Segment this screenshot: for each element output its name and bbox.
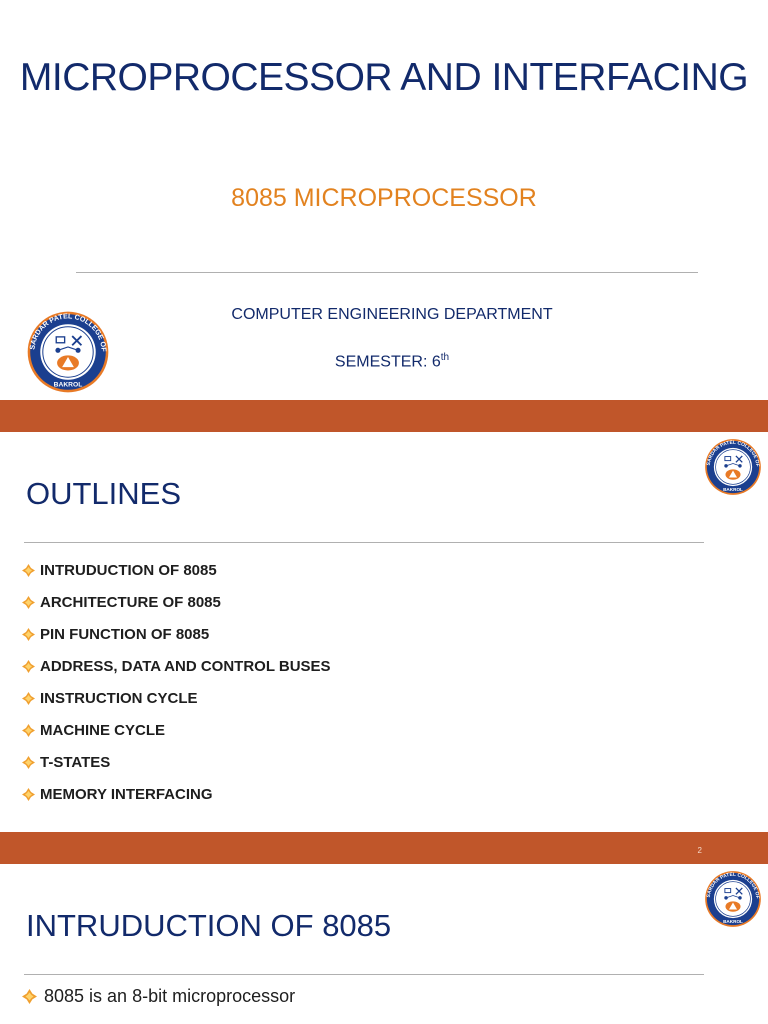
list-item: 8085 is an 8-bit microprocessor <box>22 986 295 1007</box>
diamond-bullet-icon <box>22 788 35 801</box>
diamond-bullet-icon <box>22 756 35 769</box>
introduction-slide <box>0 864 768 1024</box>
semester-label: SEMESTER: 6 <box>334 353 441 371</box>
list-item: T-STATES <box>22 746 331 778</box>
list-item: MEMORY INTERFACING <box>22 778 331 810</box>
slide-divider-bar <box>0 832 768 864</box>
divider <box>24 974 704 975</box>
divider <box>76 272 698 273</box>
semester-text <box>0 352 768 371</box>
list-item: PIN FUNCTION OF 8085 <box>22 618 331 650</box>
presentation-title: MICROPROCESSOR AND INTERFACING <box>19 56 749 99</box>
college-seal-icon <box>704 438 762 496</box>
diamond-bullet-icon <box>22 660 35 673</box>
list-item: INTRUDUCTION OF 8085 <box>22 554 331 586</box>
department-text: COMPUTER ENGINEERING DEPARTMENT <box>231 306 553 323</box>
college-seal-icon <box>704 870 762 928</box>
title-slide <box>0 0 768 400</box>
divider <box>24 542 704 543</box>
list-item: MACHINE CYCLE <box>22 714 331 746</box>
presentation-subtitle: 8085 MICROPROCESSOR <box>231 184 537 212</box>
diamond-bullet-icon <box>22 564 35 577</box>
diamond-bullet-icon <box>22 989 37 1004</box>
outlines-slide <box>0 432 768 832</box>
introduction-title: INTRUDUCTION OF 8085 <box>26 908 392 943</box>
outline-list <box>22 554 331 810</box>
list-item: ADDRESS, DATA AND CONTROL BUSES <box>22 650 331 682</box>
diamond-bullet-icon <box>22 628 35 641</box>
diamond-bullet-icon <box>22 692 35 705</box>
outlines-title: OUTLINES <box>26 476 182 511</box>
list-item: INSTRUCTION CYCLE <box>22 682 331 714</box>
slide-divider-bar <box>0 400 768 432</box>
college-seal-icon <box>26 310 110 394</box>
diamond-bullet-icon <box>22 596 35 609</box>
semester-superscript: th <box>440 352 450 363</box>
diamond-bullet-icon <box>22 724 35 737</box>
list-item: ARCHITECTURE OF 8085 <box>22 586 331 618</box>
page-number: 2 <box>697 846 702 855</box>
